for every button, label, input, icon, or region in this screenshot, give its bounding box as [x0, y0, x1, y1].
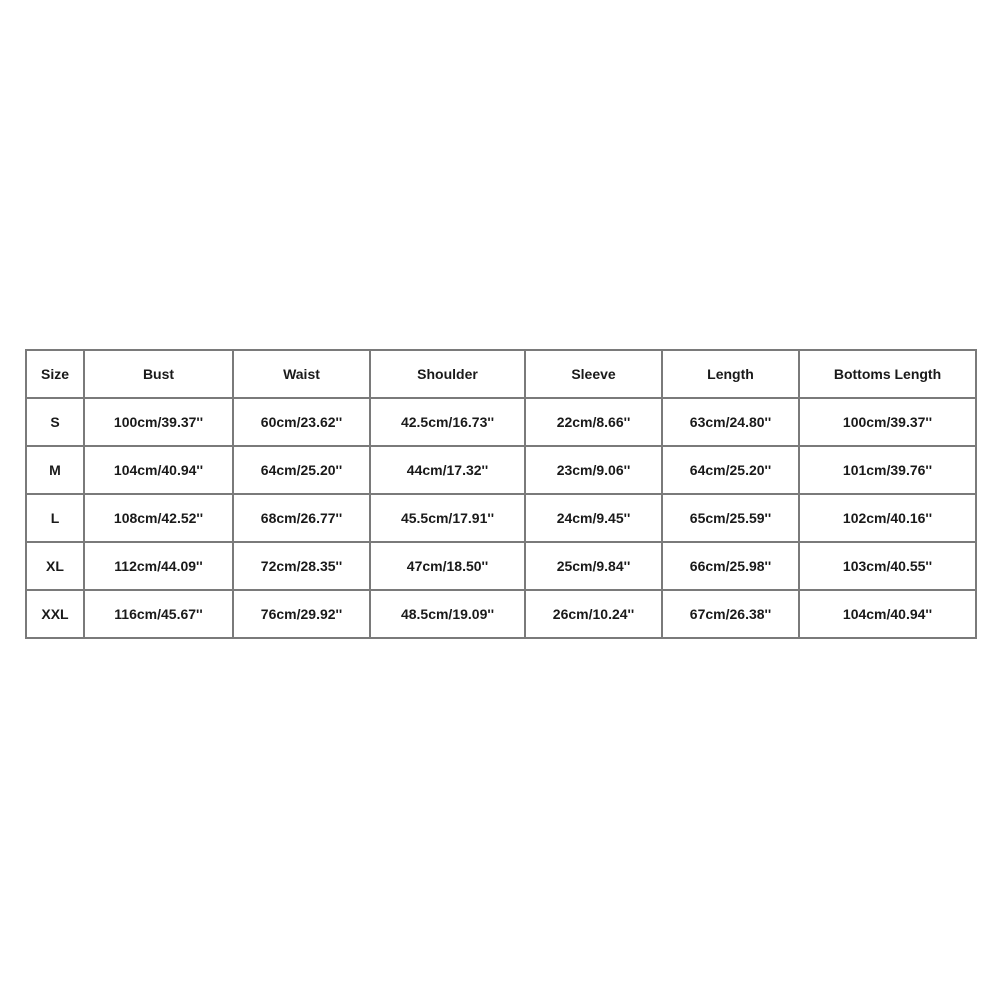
waist-cell: 60cm/23.62'' [233, 398, 370, 446]
header-cell-waist: Waist [233, 350, 370, 398]
bust-cell: 104cm/40.94'' [84, 446, 233, 494]
size-cell: M [26, 446, 84, 494]
bottoms-length-cell: 102cm/40.16'' [799, 494, 976, 542]
header-cell-bust: Bust [84, 350, 233, 398]
sleeve-cell: 24cm/9.45'' [525, 494, 662, 542]
table-row [26, 446, 976, 494]
size-cell: XL [26, 542, 84, 590]
sleeve-cell: 23cm/9.06'' [525, 446, 662, 494]
shoulder-cell: 42.5cm/16.73'' [370, 398, 525, 446]
length-cell: 64cm/25.20'' [662, 446, 799, 494]
table-row [26, 494, 976, 542]
waist-cell: 68cm/26.77'' [233, 494, 370, 542]
sleeve-cell: 22cm/8.66'' [525, 398, 662, 446]
length-cell: 65cm/25.59'' [662, 494, 799, 542]
header-cell-size: Size [26, 350, 84, 398]
bottoms-length-cell: 104cm/40.94'' [799, 590, 976, 638]
shoulder-cell: 44cm/17.32'' [370, 446, 525, 494]
length-cell: 63cm/24.80'' [662, 398, 799, 446]
waist-cell: 72cm/28.35'' [233, 542, 370, 590]
header-row [26, 350, 976, 398]
bust-cell: 116cm/45.67'' [84, 590, 233, 638]
shoulder-cell: 47cm/18.50'' [370, 542, 525, 590]
length-cell: 67cm/26.38'' [662, 590, 799, 638]
waist-cell: 76cm/29.92'' [233, 590, 370, 638]
length-cell: 66cm/25.98'' [662, 542, 799, 590]
sleeve-cell: 25cm/9.84'' [525, 542, 662, 590]
bust-cell: 108cm/42.52'' [84, 494, 233, 542]
size-cell: L [26, 494, 84, 542]
header-cell-bottoms-length: Bottoms Length [799, 350, 976, 398]
bust-cell: 112cm/44.09'' [84, 542, 233, 590]
table-row [26, 398, 976, 446]
bottoms-length-cell: 100cm/39.37'' [799, 398, 976, 446]
table-row [26, 590, 976, 638]
size-chart-body [26, 398, 976, 638]
bust-cell: 100cm/39.37'' [84, 398, 233, 446]
shoulder-cell: 48.5cm/19.09'' [370, 590, 525, 638]
size-chart-header [26, 350, 976, 398]
header-cell-sleeve: Sleeve [525, 350, 662, 398]
header-cell-length: Length [662, 350, 799, 398]
size-chart-table [25, 349, 977, 639]
shoulder-cell: 45.5cm/17.91'' [370, 494, 525, 542]
header-cell-shoulder: Shoulder [370, 350, 525, 398]
sleeve-cell: 26cm/10.24'' [525, 590, 662, 638]
size-cell: XXL [26, 590, 84, 638]
table-row [26, 542, 976, 590]
bottoms-length-cell: 103cm/40.55'' [799, 542, 976, 590]
bottoms-length-cell: 101cm/39.76'' [799, 446, 976, 494]
size-cell: S [26, 398, 84, 446]
waist-cell: 64cm/25.20'' [233, 446, 370, 494]
